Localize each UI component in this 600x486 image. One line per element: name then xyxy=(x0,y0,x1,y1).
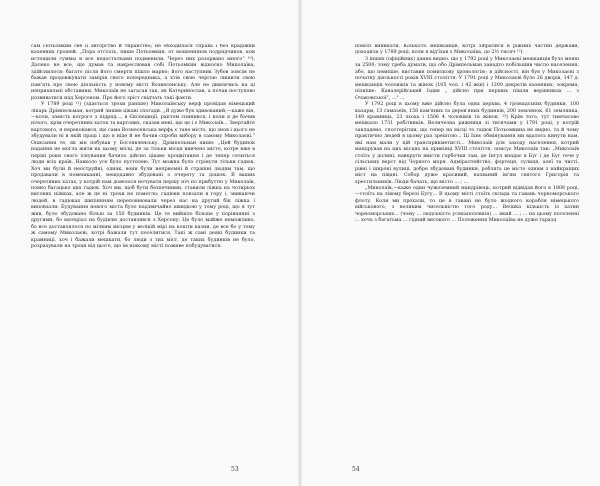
left-page xyxy=(31,44,255,444)
right-page-number: 54 xyxy=(352,466,360,473)
right-paragraph-4: „Миколаїв,—каже один чужоземний мандрівець, котрий відвідав його в 1808 році,—стоїть на лівому березі Бугу... В цьому місті стоїть склада та гавань чорноморського флоту. Коли ми прохали, то це в гавані не було жодного корабля німецького військового, з великим чисельністю того роду... Велика кількість із хатин чорноморських... (чому ... людськість усякаполовнія) ... який ... ; ... на цьому поселенні ... хоча з багатьма ... гідний високого ... Положення Миколаїва не дуже гаразд xyxy=(355,185,579,224)
right-paragraph-1: поволі виникати. Кількість мешканців, котрі зібралися в ріжних частин держави, доходила у 1789 році, коли я від'їхав з Миколаїва, до 2½ тисяч ¹²). xyxy=(355,44,579,56)
right-paragraph-3: У 1792 році в цьому вже дійсно була одна церква, 4 громадських будинки, 100 казарм, 13 гамазеїв, 158 кам'яних та дерев'яних будинків, 200 землянок, 61 землянка, 149 крамниць, 23 льоха і 1506 4 чоловіків та жінок. ¹³) Крім того, тут тимчасово мешкало 1731 робітників. Величезна рижниця зі тисячами у 1791 році, у котрій закладено, спостерігши, що тепер на місці то гадюк Потьомкина не видно, та й чому практично людей в цьому раз зрештою... Ці Іхнє обмінування ми вдалось кинути нам, які нам мали у цій трансприкметисті... Миколаїв для заходу населення, котрий мандрував на цих місцях на прикінці XVIII століття, описує Миколаїв так: „Миколаїв стоїть у долині, навкруги вмісти горбочки там, де Інгул впадає в Буг і де Буг тече у сільських верст від Чорного моря. Адміралтейство, фортеця, сулиця, алеї та чисті, рівні і широкі вулиці, добре збудовані будинки, роблять це місто одним з найкращих міст на півдні. Собор дуже красивий, названий ім'ям святого Григорія та хрестильників. Люди бачать, що місто ... ; ... xyxy=(355,102,579,185)
right-paragraph-2: З інших (офіційних) даних видно, що у 1792 році у Миколаєві мешканців було менш за 2500; тому треба думати, що обо Дрімпельман занадто побільшив число населення, або, що певніше, виставив помилкову хронологію; в дійсності, він був у Миколаєві з початку діяльності років XVIII століття. У 1791 році у Миколаєві було 26 дворів, 147 д. мешканців чоловіків та жінок (105 чол. і 42 жін) і 1200 декретів казенних; зокрема, пізніше: Кавалерійський їздив „ дійсно при перших пішли вершниках ... з Очаковської“, ..." ... xyxy=(355,56,579,101)
left-page-number: 53 xyxy=(231,466,239,473)
left-paragraph-1: сам Потьомкин све її авторство й тиранство; не обходилася справа і без крадіжки казенних грошей. „Пора отстать, пише Потьомкин, от мошеннінов подрядчиков, кои истощили суммы и все недостатками подменили. Через них разорвано много“ ¹⁰). Далеко не все, що думав та накреслював собі Потьомкин відносно Миколаїва, здійснилося: багато після його смерти пішло марно; його наступник Зубов зовсім не бажав продовжувати замірів свого попередника, а хтів свою чергою лишити свою пам'ять про свою діяльність у новому місті Вознесенську. Але не дивлячись на ці неприхильні обставини, Миколаїв не загасав так, як Катеринослав, а почав поступово розвиватися над Херсоном. Про його зріст свідчать такі факти. xyxy=(31,44,255,101)
right-page xyxy=(355,44,579,444)
book-gutter xyxy=(298,0,302,486)
left-paragraph-2: У 1789 році ¹¹) (здається трохи раніше) Миколаївську верф провідав німецький лікарь Дрімпельман, котрий лишив цікаві спогади. „Я дуже був здивований,—каже він,—коли, замість котрого з підряд..., в Єкспедиції, раптом спинився, і коли я де бачив нічого, крім очеретяних хаток та вартових, сказав мені, що це і є Миколаїв... Звертайте вартового, я переконався, що сама Вознесенська верфь є таке місто, що знов і цього не збудували ні в якій праці і що я ніде й не бачив спроби вибору в самому Миколаєві.“ Описання те, як він побував у Богоявленську. Дрімпельман пише: „Цей будинок надання не могла жити на цьому місці, де за тільки місця вивчено місто, котре вже в перші роки свого існування бачило дійсно цікаве процвітання і де тепер селиться люди всіх країв. Навколо усе було пустелею. Тут можна було стрінути тільки гадюк. Хоч ми були й неоструйні, однак, вони були неприємні й страшні людям там, що продавали в помешканні, нещодавно збудовані з очерету та дошок. В ваших очеретяних хатах, у котрій нам довелося ночувати першу ніч по прибуттю у Миколаїв, повно багацько цих гадюк. Хоч ми, щоб бути безпечними, ставили ліжка на чотирьох високих ніжках, але ж це ні трохи не помогло: гадюки повзали в гору і, звиваючи людей, в гадюках шипіннням переповнювали через нас на другий бік ліжка і виповзали. Будування нового міста було надзвичайно швидкою у тому році, що я тут жив, було збудовано більш за 150 будинків. Це те вийшло більше у порівнянні з другими, бо матеріал на будівлю доставлявся з Херсону. Це було майже неможливо, бо все доставлялося по мілким місцям у велікій мірі на кошти казни, де все бо у тому ж самому Миколаєві, котрі бажали тут поселитися. Такі ж самі деякі будинки та крамниці, хоч і бажали мешкати, бо люди з тих міст, де таких будинків не було, розрахували на трохи від цього, що їм ніякому місті поживе побудуватися. xyxy=(31,102,255,250)
